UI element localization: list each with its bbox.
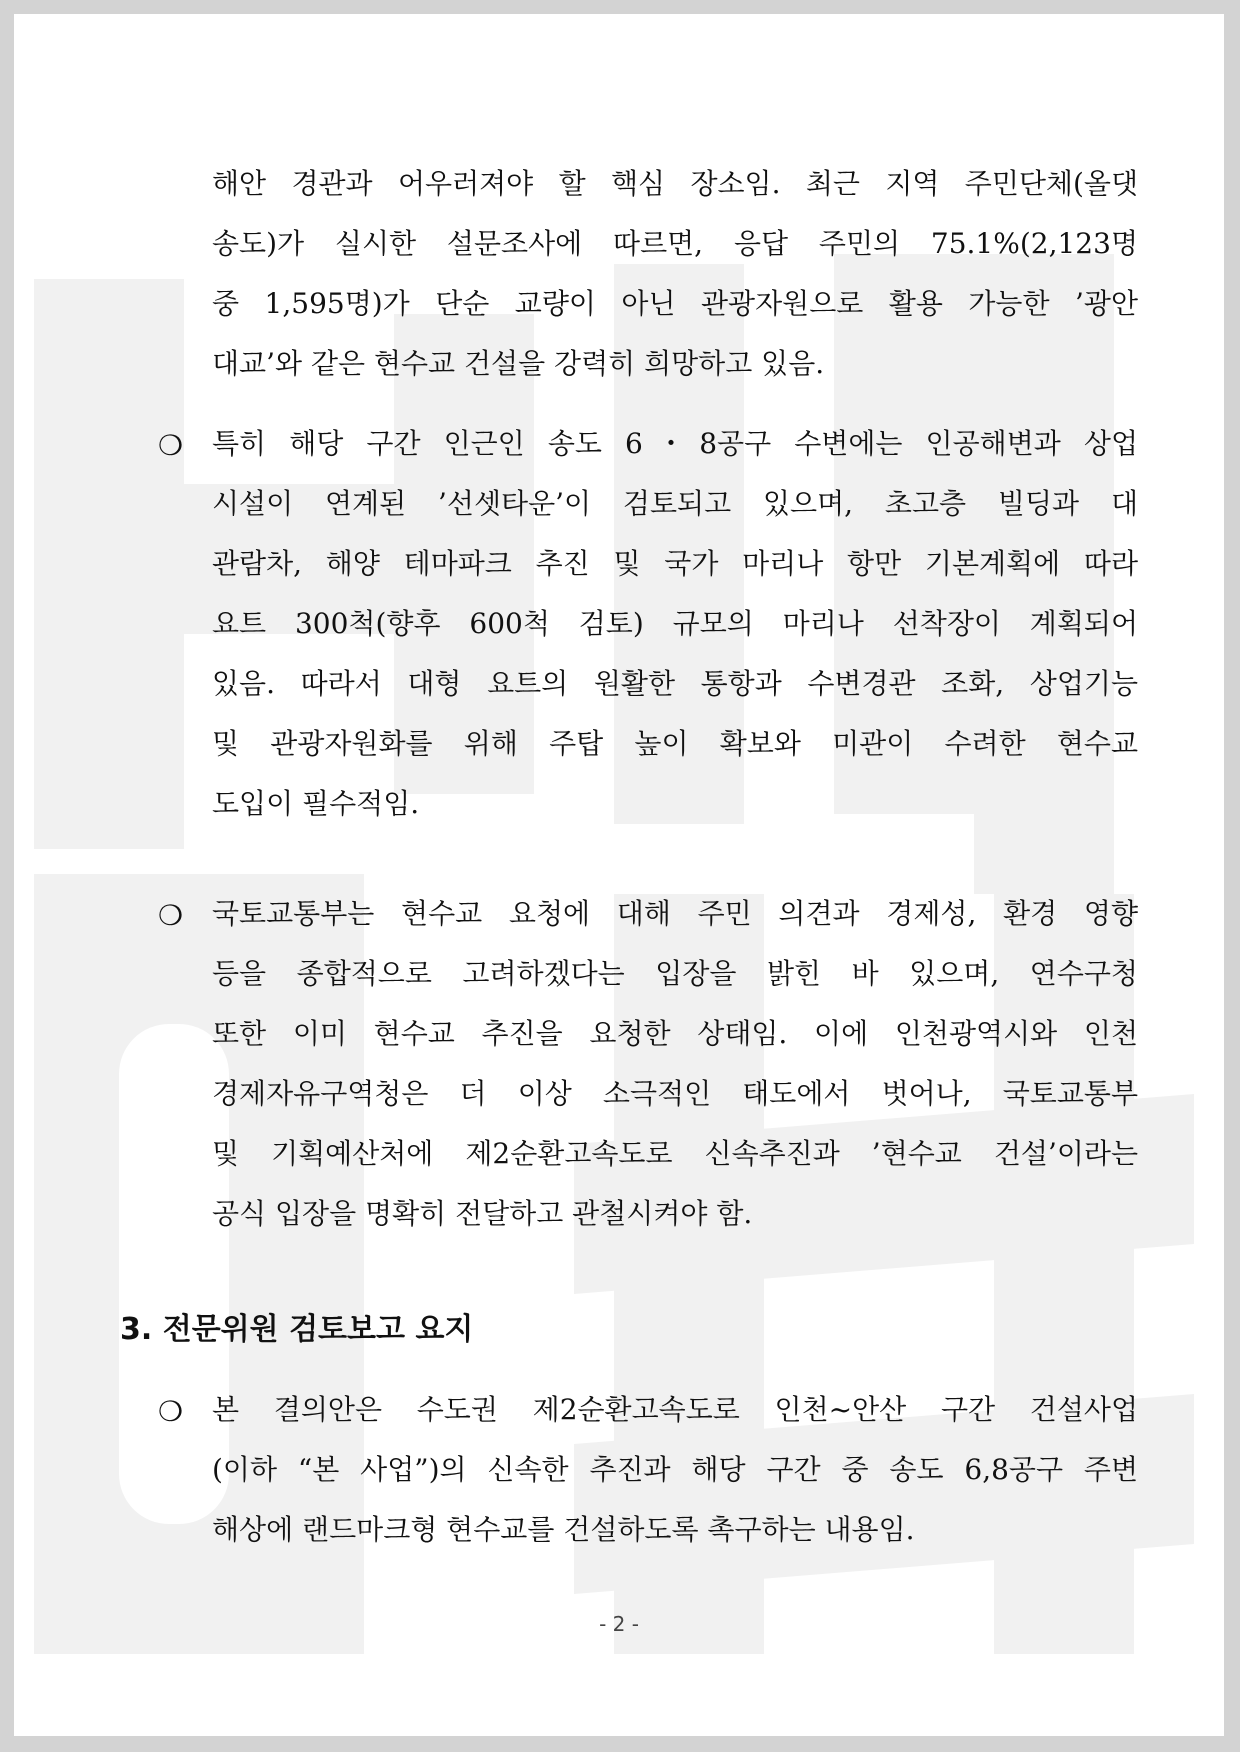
paragraph-line: (이하 “본 사업”)의 신속한 추진과 해당 구간 중 송도 6,8공구 주변 [212,1453,1138,1486]
bullet-paragraph-songdo [158,414,1138,834]
paragraph-line: 있음. 따라서 대형 요트의 원활한 통항과 수변경관 조화, 상업기능 [212,667,1138,700]
paragraph-line: 특히 해당 구간 인근인 송도 6・8공구 수변에는 인공해변과 상업 [212,427,1138,460]
circle-bullet-icon: ❍ [158,899,184,932]
bullet-paragraph-summary [158,1380,1138,1560]
section-heading: 3. 전문위원 검토보고 요지 [120,1312,474,1347]
circle-bullet-icon: ❍ [158,1395,184,1428]
paragraph-line: 해상에 랜드마크형 현수교를 건설하도록 촉구하는 내용임. [212,1513,915,1546]
circle-bullet-icon: ❍ [158,429,184,462]
paragraph-line: 중 1,595명)가 단순 교량이 아닌 관광자원으로 활용 가능한 ’광안 [212,287,1138,320]
paragraph-line: 관람차, 해양 테마파크 추진 및 국가 마리나 항만 기본계획에 따라 [212,547,1138,580]
paragraph-line: 또한 이미 현수교 추진을 요청한 상태임. 이에 인천광역시와 인천 [212,1017,1138,1050]
paragraph-line: 대교’와 같은 현수교 건설을 강력히 희망하고 있음. [212,347,825,380]
paragraph-line: 도입이 필수적임. [212,787,420,820]
paragraph-line: 경제자유구역청은 더 이상 소극적인 태도에서 벗어나, 국토교통부 [212,1077,1138,1110]
paragraph-line: 요트 300척(향후 600척 검토) 규모의 마리나 선착장이 계획되어 [212,607,1138,640]
paragraph-line: 및 기획예산처에 제2순환고속도로 신속추진과 ’현수교 건설’이라는 [212,1137,1138,1170]
paragraph-line: 본 결의안은 수도권 제2순환고속도로 인천~안산 구간 건설사업 [212,1393,1138,1426]
continued-paragraph [158,154,1138,394]
paragraph-line: 등을 종합적으로 고려하겠다는 입장을 밝힌 바 있으며, 연수구청 [212,957,1138,990]
bullet-paragraph-ministry [158,884,1138,1244]
paragraph-line: 및 관광자원화를 위해 주탑 높이 확보와 미관이 수려한 현수교 [212,727,1138,760]
paragraph-line: 시설이 연계된 ’선셋타운’이 검토되고 있으며, 초고층 빌딩과 대 [212,487,1138,520]
page-number: - 2 - [599,1612,639,1636]
paragraph-line: 공식 입장을 명확히 전달하고 관철시켜야 함. [212,1197,753,1230]
paragraph-line: 송도)가 실시한 설문조사에 따르면, 응답 주민의 75.1%(2,123명 [212,227,1138,260]
paragraph-line: 해안 경관과 어우러져야 할 핵심 장소임. 최근 지역 주민단체(올댓 [212,167,1138,200]
document-page [14,14,1224,1736]
paragraph-line: 국토교통부는 현수교 요청에 대해 주민 의견과 경제성, 환경 영향 [212,897,1138,930]
